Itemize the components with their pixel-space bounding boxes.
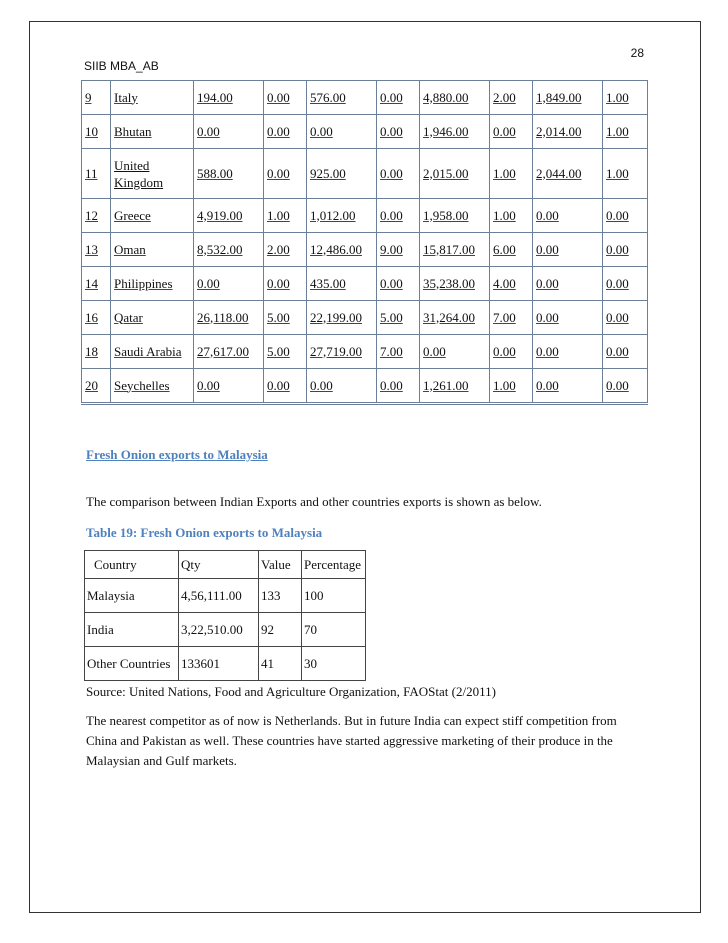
table-cell: 0.00 bbox=[603, 335, 648, 369]
table-cell: Seychelles bbox=[111, 369, 194, 404]
table-row bbox=[85, 647, 366, 681]
table-row bbox=[82, 267, 648, 301]
conclusion-paragraph: The nearest competitor as of now is Netherlands. But in future India can expect stiff competition from China and Pakistan as well. These countries have started aggressive marketing of their produce in the Malaysian and Gulf markets. bbox=[86, 713, 617, 768]
table-cell: 1,849.00 bbox=[533, 81, 603, 115]
table-cell: Italy bbox=[111, 81, 194, 115]
table-cell: Greece bbox=[111, 199, 194, 233]
table-cell: 41 bbox=[259, 647, 302, 681]
table-cell: 2.00 bbox=[490, 81, 533, 115]
table-cell: United Kingdom bbox=[111, 149, 194, 199]
table-cell: 5.00 bbox=[264, 335, 307, 369]
table-cell: 9.00 bbox=[377, 233, 420, 267]
table-cell: 2,014.00 bbox=[533, 115, 603, 149]
table-cell: 27,719.00 bbox=[307, 335, 377, 369]
table-cell: 2.00 bbox=[264, 233, 307, 267]
table-row bbox=[82, 81, 648, 115]
table-cell: 1.00 bbox=[603, 115, 648, 149]
table-cell: 1.00 bbox=[490, 149, 533, 199]
table-row bbox=[82, 335, 648, 369]
source-note: Source: United Nations, Food and Agriculture Organization, FAOStat (2/2011) bbox=[86, 684, 496, 699]
table-cell: 0.00 bbox=[603, 267, 648, 301]
table-cell: 0.00 bbox=[377, 369, 420, 404]
table-cell: 0.00 bbox=[533, 369, 603, 404]
table-cell: 70 bbox=[302, 613, 366, 647]
table-row bbox=[82, 369, 648, 404]
table-cell: 12 bbox=[82, 199, 111, 233]
table-caption: Table 19: Fresh Onion exports to Malaysia bbox=[86, 525, 323, 540]
table-row bbox=[85, 579, 366, 613]
table-cell: 0.00 bbox=[264, 115, 307, 149]
table-cell: 0.00 bbox=[603, 369, 648, 404]
table-cell: 0.00 bbox=[194, 369, 264, 404]
table-cell: 3,22,510.00 bbox=[179, 613, 259, 647]
table-cell: 4,56,111.00 bbox=[179, 579, 259, 613]
table-cell: 0.00 bbox=[194, 267, 264, 301]
table-cell: 133 bbox=[259, 579, 302, 613]
table-cell: 11 bbox=[82, 149, 111, 199]
table-cell: 1.00 bbox=[490, 369, 533, 404]
table-row bbox=[82, 115, 648, 149]
table-cell: 35,238.00 bbox=[420, 267, 490, 301]
table-cell: 15,817.00 bbox=[420, 233, 490, 267]
table-cell: 0.00 bbox=[533, 335, 603, 369]
table-cell: 2,015.00 bbox=[420, 149, 490, 199]
table-cell: 5.00 bbox=[377, 301, 420, 335]
table-cell: 6.00 bbox=[490, 233, 533, 267]
table-cell: 7.00 bbox=[490, 301, 533, 335]
table-cell: 925.00 bbox=[307, 149, 377, 199]
table-cell: Bhutan bbox=[111, 115, 194, 149]
table-cell: 576.00 bbox=[307, 81, 377, 115]
table-cell: 4.00 bbox=[490, 267, 533, 301]
table-cell: 435.00 bbox=[307, 267, 377, 301]
table-cell: 22,199.00 bbox=[307, 301, 377, 335]
table-cell: 1,012.00 bbox=[307, 199, 377, 233]
table-cell: 30 bbox=[302, 647, 366, 681]
table-cell: 1.00 bbox=[264, 199, 307, 233]
table-cell: 20 bbox=[82, 369, 111, 404]
table-cell: 12,486.00 bbox=[307, 233, 377, 267]
table-row bbox=[82, 301, 648, 335]
intro-text: The comparison between Indian Exports and other countries exports is shown as below. bbox=[86, 494, 542, 509]
export-table bbox=[81, 80, 648, 405]
table-cell: 0.00 bbox=[307, 369, 377, 404]
table-row bbox=[82, 199, 648, 233]
table-cell: 0.00 bbox=[194, 115, 264, 149]
table-cell: 0.00 bbox=[307, 115, 377, 149]
table-cell: 0.00 bbox=[264, 369, 307, 404]
table-cell: 4,880.00 bbox=[420, 81, 490, 115]
table-cell: 31,264.00 bbox=[420, 301, 490, 335]
table-cell: 0.00 bbox=[377, 115, 420, 149]
table-cell: 0.00 bbox=[533, 267, 603, 301]
table-cell: 588.00 bbox=[194, 149, 264, 199]
table-cell: 0.00 bbox=[377, 149, 420, 199]
table-cell: Saudi Arabia bbox=[111, 335, 194, 369]
table-cell: 1.00 bbox=[603, 149, 648, 199]
table-cell: 0.00 bbox=[533, 233, 603, 267]
table-cell: 1,958.00 bbox=[420, 199, 490, 233]
table-cell: Qatar bbox=[111, 301, 194, 335]
table-cell: 8,532.00 bbox=[194, 233, 264, 267]
table-cell: 5.00 bbox=[264, 301, 307, 335]
table-cell: Oman bbox=[111, 233, 194, 267]
table-cell: 0.00 bbox=[603, 199, 648, 233]
page-number: 28 bbox=[630, 46, 644, 60]
table-cell: 13 bbox=[82, 233, 111, 267]
table-cell: 0.00 bbox=[603, 301, 648, 335]
table-cell: Philippines bbox=[111, 267, 194, 301]
column-header: Value bbox=[259, 551, 302, 579]
table-cell: 16 bbox=[82, 301, 111, 335]
table-cell: 0.00 bbox=[377, 81, 420, 115]
table-cell: 92 bbox=[259, 613, 302, 647]
table-cell: 14 bbox=[82, 267, 111, 301]
table-cell: 100 bbox=[302, 579, 366, 613]
table-cell: 27,617.00 bbox=[194, 335, 264, 369]
section-heading: Fresh Onion exports to Malaysia bbox=[86, 447, 268, 462]
table-cell: India bbox=[85, 613, 179, 647]
table-cell: 1,946.00 bbox=[420, 115, 490, 149]
table-cell: 9 bbox=[82, 81, 111, 115]
table-cell: 0.00 bbox=[264, 267, 307, 301]
table-row bbox=[85, 613, 366, 647]
table-cell: 0.00 bbox=[490, 115, 533, 149]
table-cell: 0.00 bbox=[264, 149, 307, 199]
table-cell: 18 bbox=[82, 335, 111, 369]
table-cell: 26,118.00 bbox=[194, 301, 264, 335]
table-row bbox=[82, 149, 648, 199]
table-cell: Malaysia bbox=[85, 579, 179, 613]
table-cell: 1.00 bbox=[490, 199, 533, 233]
column-header: Percentage bbox=[302, 551, 366, 579]
table-cell: 0.00 bbox=[603, 233, 648, 267]
table-cell: 1.00 bbox=[603, 81, 648, 115]
table-cell: 194.00 bbox=[194, 81, 264, 115]
table-cell: 0.00 bbox=[490, 335, 533, 369]
table-cell: 4,919.00 bbox=[194, 199, 264, 233]
column-header: Qty bbox=[179, 551, 259, 579]
table-cell: 0.00 bbox=[533, 199, 603, 233]
table-cell: 0.00 bbox=[420, 335, 490, 369]
onion-exports-table bbox=[84, 550, 366, 681]
column-header: Country bbox=[85, 551, 179, 579]
table-cell: 0.00 bbox=[377, 267, 420, 301]
table-cell: 0.00 bbox=[533, 301, 603, 335]
table-cell: 1,261.00 bbox=[420, 369, 490, 404]
table-cell: 0.00 bbox=[377, 199, 420, 233]
table-cell: Other Countries bbox=[85, 647, 179, 681]
table-header-row bbox=[85, 551, 366, 579]
table-cell: 0.00 bbox=[264, 81, 307, 115]
table-cell: 7.00 bbox=[377, 335, 420, 369]
table-cell: 2,044.00 bbox=[533, 149, 603, 199]
table-cell: 133601 bbox=[179, 647, 259, 681]
document-header: SIIB MBA_AB bbox=[84, 59, 159, 73]
table-cell: 10 bbox=[82, 115, 111, 149]
table-row bbox=[82, 233, 648, 267]
